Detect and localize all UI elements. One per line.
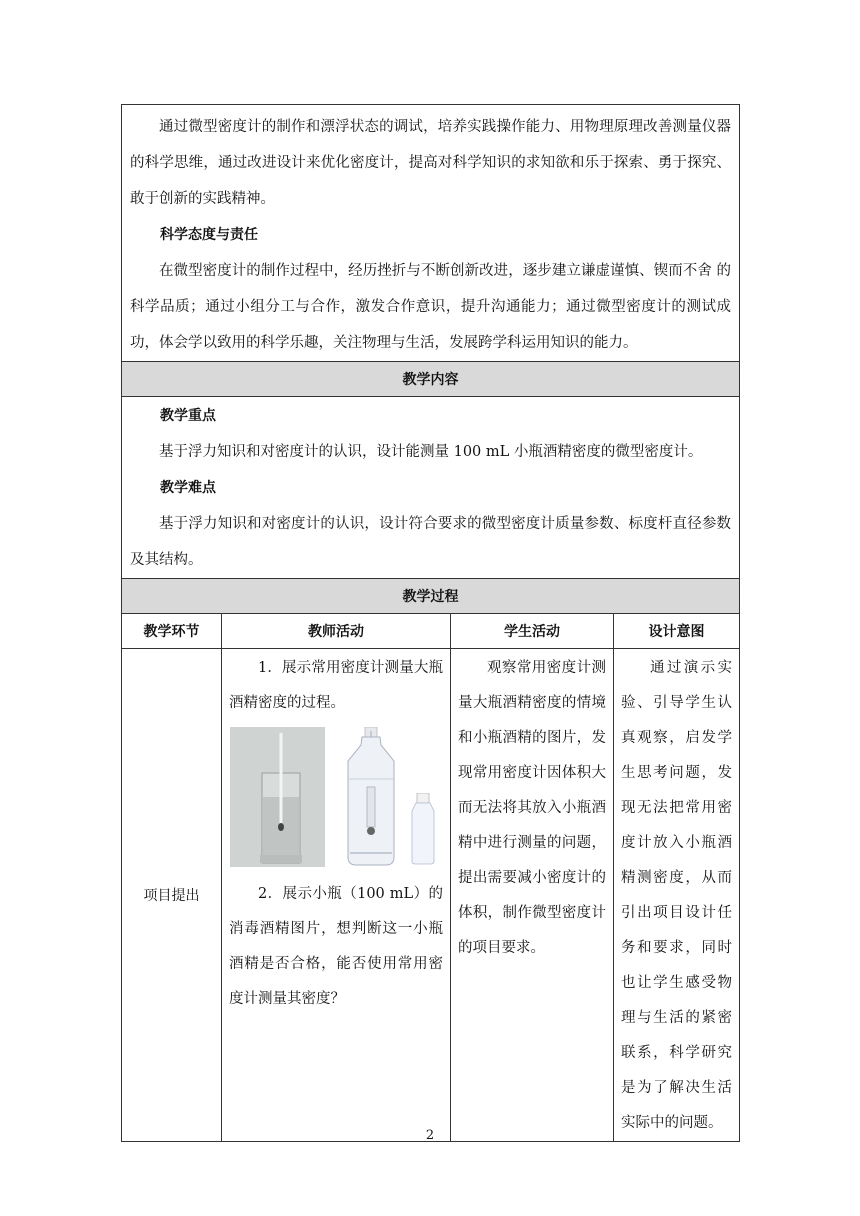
objectives-row: [122, 105, 740, 362]
column-header-student: 学生活动: [451, 614, 614, 649]
column-header-intent: 设计意图: [614, 614, 740, 649]
content-title: 教学内容: [122, 362, 740, 397]
teacher-activity-2: 2．展示小瓶（100 mL）的消毒酒精图片，想判断这一小瓶酒精是否合格，能否使用常用密度计测量其密度？: [229, 886, 443, 1007]
content-row: [122, 397, 740, 579]
small-alcohol-bottle-photo: [408, 793, 438, 865]
column-header-teacher: 教师活动: [222, 614, 451, 649]
attitude-heading: 科学态度与责任: [160, 227, 258, 243]
student-activity-text: 观察常用密度计测量大瓶酒精密度的情境和小瓶酒精的图片，发现常用密度计因体积大而无法将其放入小瓶酒精中进行测量的问题，提出需要减小密度计的体积，制作微型密度计的项目要求。: [458, 660, 606, 956]
bottle-with-hydrometer-photo: [336, 727, 406, 867]
attitude-paragraph: 在微型密度计的制作过程中，经历挫折与不断创新改进，逐步建立谦虚谨慎、锲而不舍 的科学品质；通过小组分工与合作，激发合作意识，提升沟通能力；通过微型密度计的测试成功，体会学以致用的科学乐趣，关注物理与生活，发展跨学科运用知识的能力。: [130, 263, 732, 351]
design-intent-text: 通过演示实验、引导学生认真观察，启发学生思考问题，发现无法把常用密度计放入小瓶酒精测密度，从而引出项目设计任务和要求，同时也让学生感受物理与生活的紧密联系，科学研究是为了解决生活实际中的问题。: [621, 660, 733, 1131]
design-intent-cell: [614, 649, 740, 1142]
student-activity-cell: [451, 649, 614, 1142]
page-number: 2: [425, 1128, 435, 1143]
process-column-headers: [122, 614, 740, 649]
teacher-activity-cell: [222, 649, 451, 1142]
key-points-text: 基于浮力知识和对密度计的认识，设计能测量 100 mL 小瓶酒精密度的微型密度计。: [159, 444, 703, 460]
column-header-stage: 教学环节: [122, 614, 222, 649]
stage-cell: 项目提出: [122, 649, 222, 1142]
process-title: 教学过程: [122, 579, 740, 614]
difficulty-text: 基于浮力知识和对密度计的认识，设计符合要求的微型密度计质量参数、标度杆直径参数及其结构。: [130, 516, 732, 568]
key-points-heading: 教学重点: [160, 408, 216, 424]
teacher-activity-1: 1．展示常用密度计测量大瓶酒精密度的过程。: [229, 660, 443, 711]
process-header-row: [122, 579, 740, 614]
hydrometer-in-cylinder-photo: [230, 727, 325, 867]
difficulty-heading: 教学难点: [160, 480, 216, 496]
table-row: [122, 649, 740, 1142]
demo-photos: [230, 727, 450, 869]
practice-paragraph: 通过微型密度计的制作和漂浮状态的调试，培养实践操作能力、用物理原理改善测量仪器的科学思维，通过改进设计来优化密度计，提高对科学知识的求知欲和乐于探索、勇于探究、敢于创新的实践精神。: [130, 119, 732, 207]
content-header-row: [122, 362, 740, 397]
lesson-plan-table: [121, 104, 740, 1142]
